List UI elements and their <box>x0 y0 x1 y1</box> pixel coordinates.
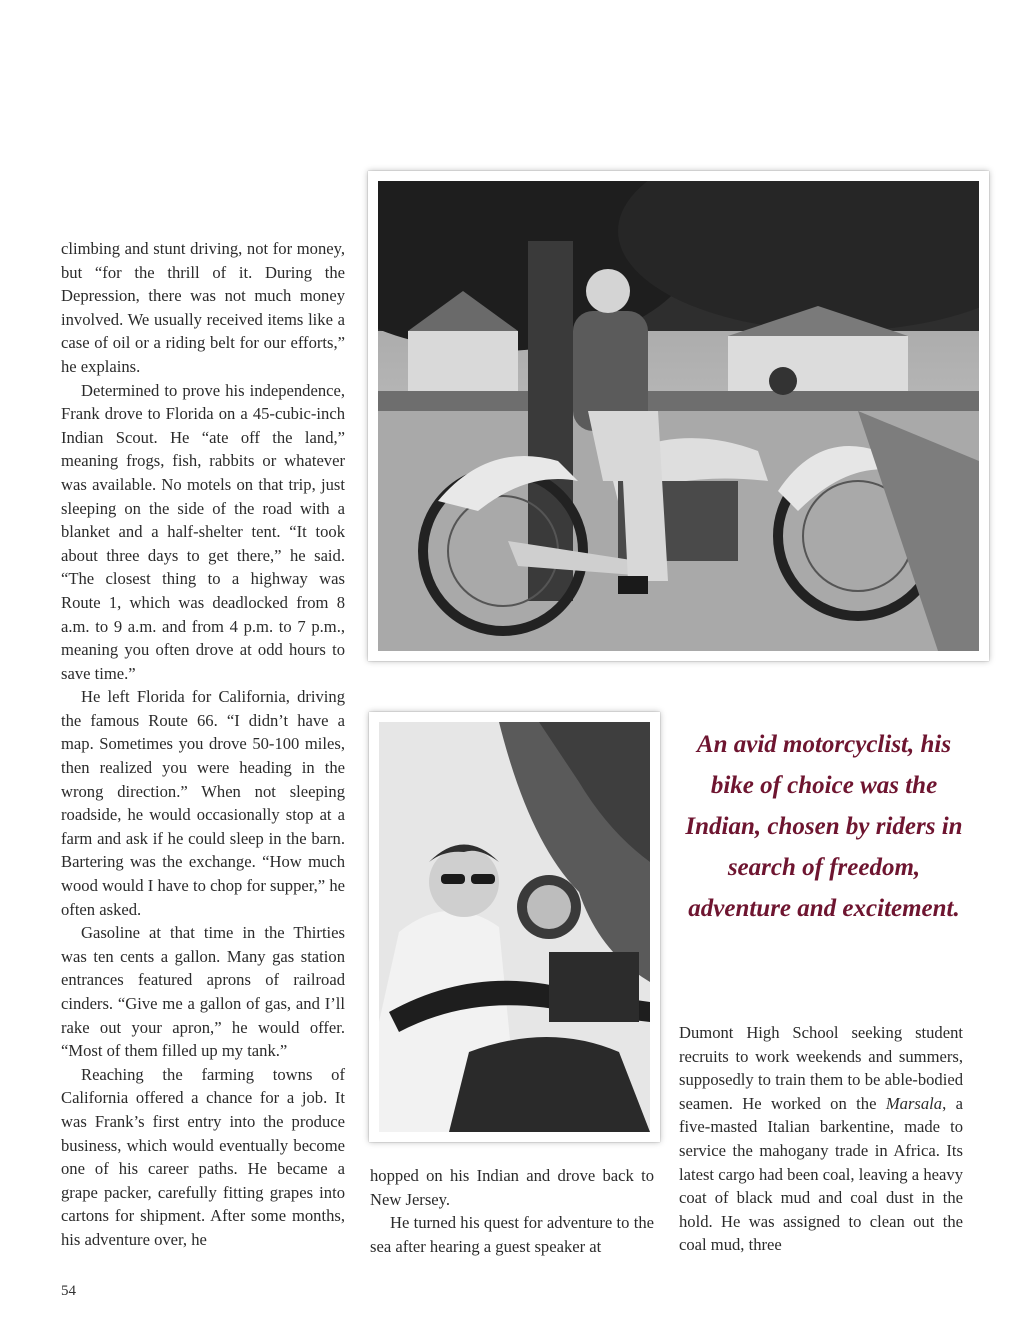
paragraph: Gasoline at that time in the Thirties was ten cents a gallon. Many gas station entrances featured aprons of railroad cinders. “Give me a gallon of gas, and I’ll rake out your apron,” he would offer. “Most of them filled up my tank.” <box>61 923 345 1061</box>
paragraph: Reaching the farming towns of California offered a chance for a job. It was Frank’s first entry into the produce business, which would eventually become one of his career paths. He became a grape packer, carefully fitting grapes into cartons for shipment. After some months, his adventure over, he <box>61 1064 345 1249</box>
paragraph-text: , a five-masted Italian barkentine, made to service the mahogany trade in Africa. Its latest cargo had been coal, leaving a heavy coat of black mud and coal dust in the hold. He was assigned to clean out the coal mud, three <box>679 1093 963 1255</box>
left-text-column <box>61 237 345 1252</box>
middle-text-column <box>370 1164 654 1258</box>
paragraph: Determined to prove his independence, Frank drove to Florida on a 45-cubic-inch Indian Scout. He “ate off the land,” meaning frogs, fish, rabbits or whatever was available. No motels on that trip, just sleeping on the side of the road with a blanket and a half-shelter tent. “It took about three days to get there,” he said. “The closest thing to a highway was Route 1, which was deadlocked from 8 a.m. to 9 a.m. and from 4 p.m. to 7 p.m., meaning you often drove at odd hours to save time.” <box>61 380 345 683</box>
right-text-column <box>679 1021 963 1257</box>
ship-name: Marsala <box>885 1093 943 1113</box>
man-on-motorcycle-photo <box>378 181 979 651</box>
paragraph: climbing and stunt driving, not for money, but “for the thrill of it. During the Depression, there was not much money involved. We usually received items like a case of oil or a riding belt for our efforts,” he explains. <box>61 239 345 376</box>
page-number: 54 <box>61 1283 76 1299</box>
paragraph <box>679 1021 963 1257</box>
motorcycle-photo-frame <box>368 171 989 661</box>
paragraph-text: Dumont High School seeking student recruits to work weekends and summers, supposedly to train them to be able-bodied seamen. He worked on the <box>679 1023 963 1113</box>
man-with-motorcycle-portrait-photo <box>379 722 650 1132</box>
paragraph: hopped on his Indian and drove back to New Jersey. <box>370 1166 654 1209</box>
paragraph: He turned his quest for adventure to the sea after hearing a guest speaker at <box>370 1213 654 1256</box>
pull-quote: An avid motorcyclist, his bike of choice was the Indian, chosen by riders in search of freedom, adventure and excitement. <box>685 731 963 922</box>
paragraph: He left Florida for California, driving the famous Route 66. “I didn’t have a map. Sometimes you drove 50-100 miles, then realized you were heading in the wrong direction.” When not sleeping roadside, he would occasionally stop at a farm and ask if he could sleep in the barn. Bartering was the exchange. “How much wood would I have to chop for supper,” he often asked. <box>61 687 345 919</box>
portrait-photo-frame <box>369 712 660 1142</box>
